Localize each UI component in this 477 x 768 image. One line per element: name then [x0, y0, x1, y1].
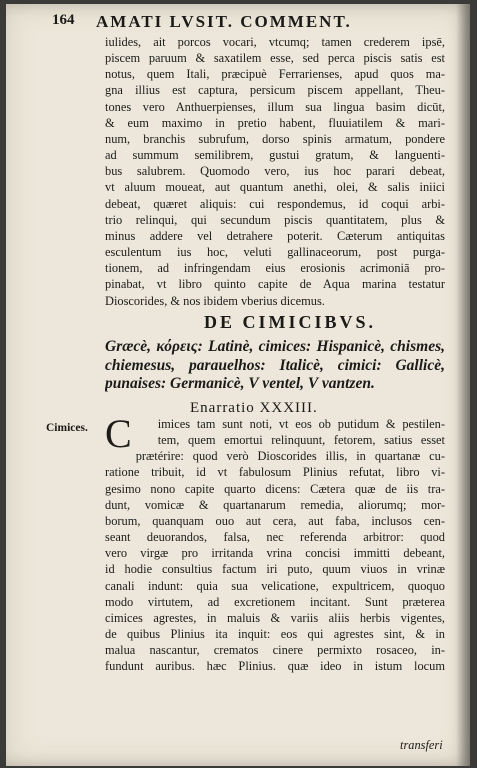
- names-line: chiemesus, parauelhos: Italicè, cimici: Gallicè,: [105, 356, 445, 374]
- text-line: de quibus Plinius ita inquit: eos qui agrestes sint, & in: [105, 627, 445, 642]
- text-line: tones vero Anthuerpienses, illum sua lingua basim dicūt,: [105, 99, 445, 114]
- page-gutter-shadow: [456, 4, 470, 766]
- marginal-note: Cimices.: [46, 422, 88, 434]
- text-line: num, branchis subrufum, dorso spinis armatum, pondere: [105, 131, 445, 146]
- running-title: AMATI LVSIT. COMMENT.: [96, 12, 352, 31]
- text-line: iulides, ait porcos vocari, vtcumq; tamen crederem ipsē,: [105, 35, 445, 49]
- text-line: cimices agrestes, in maluis & variis aliis herbis vigentes,: [105, 610, 445, 625]
- section-heading: DE CIMICIBVS.: [203, 312, 377, 332]
- page-number: 164: [52, 12, 75, 28]
- text-line: ad summum semilibrem, gustui gratum, & languenti-: [105, 148, 445, 163]
- text-line: pinabat, vt libro quinto capite de Aqua marina testatur: [105, 277, 445, 292]
- text-line: gesimo nono capite quarto dicens: Cætera quæ de iis tra-: [105, 481, 445, 496]
- drop-capital: C: [105, 411, 132, 456]
- text-line: tionem, ad infringendam eius erosionis acrimoniā pro-: [105, 261, 445, 276]
- running-head: [52, 12, 462, 34]
- text-line: & eum maximo in pretio habent, fluuiatilem & mari-: [105, 115, 445, 130]
- text-line: minus addere vel detrahere poterit. Cæterum antiquitas: [105, 228, 445, 243]
- text-line: vero virgæ pro irritanda vrina concisi immitti debeant,: [105, 546, 445, 561]
- text-line: piscem paruum & saxatilem esse, sed perca piscis satis est: [105, 51, 445, 66]
- text-line: esculentum ius hoc, veluti gallinaceorum, post purga-: [105, 245, 445, 260]
- catchword: transferi: [400, 738, 443, 752]
- text-line: fundunt auribus. hæc Plinius. quæ ideo in istum locum: [105, 659, 445, 674]
- text-line: malua nascantur, crematos cinere permixto rosaceo, in-: [105, 643, 445, 658]
- text-line: bus salubrem. Quomodo vero, ius hoc parari debeat,: [105, 164, 445, 179]
- vernacular-names: [105, 338, 445, 394]
- text-line: borum, quanquam ouo aut cera, aut faba, inclusos cen-: [105, 513, 445, 528]
- text-line: gna illius est captura, persicum piscem appellant, Theu-: [105, 83, 445, 98]
- text-line: Dioscorides, & nos ibidem vberius dicemus.: [105, 293, 325, 308]
- names-line: punaises: Germanicè, V ventel, V vantzen.: [105, 375, 375, 392]
- text-line: tem, quem emortui relinquunt, fetorem, satius esset: [157, 433, 445, 448]
- text-line: notus, quem Itali, præcipuè Ferrarienses, apud quos ma-: [105, 67, 445, 82]
- text-line: modo virtutem, ad excretionem incitant. Sunt præterea: [105, 594, 445, 609]
- paragraph-cimices: [105, 411, 445, 675]
- text-line: trio relinqui, qui secundum piscis quantitatem, plus &: [105, 212, 445, 227]
- text-line: id hodie consultius factum iri puto, quum viuos in vrinæ: [105, 562, 445, 577]
- names-line: Græcè, κόρεις: Latinè, cimices: Hispanicè, chismes,: [105, 338, 445, 355]
- text-line: seant deuorandos, falsa, nec referenda arbitror: quod: [105, 530, 445, 545]
- text-line: prætérire: quod verò Dioscorides illis, in quartanæ cu-: [135, 449, 445, 464]
- text-line: imices tam sunt noti, vt eos ob putidum & pestilen-: [157, 417, 445, 431]
- paragraph-perca: [105, 34, 445, 309]
- text-line: dunt, vomicæ & quartanarum remedia, aliorumq; mor-: [105, 497, 445, 512]
- text-line: ratione tribuit, id vt fabulosum Plinius refutat, libro vi-: [105, 465, 445, 480]
- text-line: debeat, quæret aliquis: cui respondemus, id coqui arbi-: [105, 196, 445, 211]
- enarratio-heading: Enarratio XXXIII.: [190, 400, 318, 416]
- text-line: vt aluum moueat, aut quantum anethi, olei, & salis iniici: [105, 180, 445, 195]
- text-line: canali indunt: quia sua velicatione, expultricem, quoquo: [105, 578, 445, 593]
